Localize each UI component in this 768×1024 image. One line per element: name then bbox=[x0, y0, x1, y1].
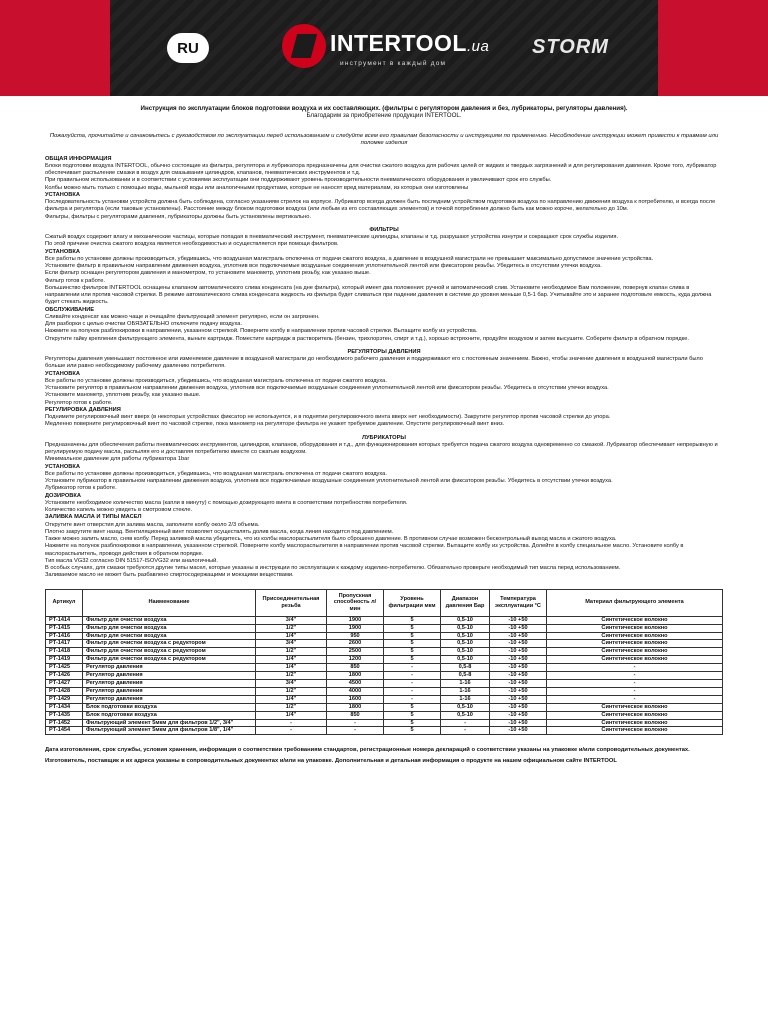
footer-line: Дата изготовления, срок службы, условия хранения, информация о соответствии требованиям стандартов, регистрационные номера деклараций о соответствии указаны на упаковке и/или сопроводительных документах. bbox=[45, 747, 690, 754]
table-cell: 0,5-10 bbox=[441, 624, 490, 632]
table-cell: Фильтр для очистки воздуха с редуктором bbox=[83, 656, 256, 664]
paragraph: По этой причине очистка сжатого воздуха является необходимостью и осуществляется при помощи фильтров. bbox=[45, 241, 339, 248]
table-cell: -10 +50 bbox=[490, 719, 547, 727]
table-cell: Регулятор давления bbox=[83, 687, 256, 695]
table-cell: Фильтр для очистки воздуха с редуктором bbox=[83, 648, 256, 656]
document-thanks: Благодарим за приобретение продукции INTERTOOL. bbox=[306, 112, 462, 120]
table-row bbox=[46, 703, 723, 711]
table-cell: - bbox=[384, 695, 441, 703]
paragraph: Открутите винт отверстия для залива масла, заполните колбу около 2/3 объема. bbox=[45, 521, 260, 528]
table-cell: -10 +50 bbox=[490, 672, 547, 680]
table-cell: 0,5-8 bbox=[441, 664, 490, 672]
table-cell: -10 +50 bbox=[490, 703, 547, 711]
table-cell: - bbox=[327, 719, 384, 727]
paragraph: Минимальное давление для работы лубрикатора 1bar bbox=[45, 456, 190, 463]
table-cell: 5 bbox=[384, 656, 441, 664]
table-cell: Синтетическое волокно bbox=[547, 727, 723, 735]
table-row bbox=[46, 656, 723, 664]
specs-table bbox=[45, 589, 723, 736]
table-cell: 1/2" bbox=[256, 672, 327, 680]
paragraph: В особых случаях, для смазки требуются другие типы масел, которые указаны в инструкции по эксплуатации к каждому изделию-потребителю. Обязательно проверьте необходимый тип масла перед использованием. bbox=[45, 565, 621, 572]
table-cell: 2500 bbox=[327, 648, 384, 656]
table-cell: Блок подготовки воздуха bbox=[83, 703, 256, 711]
table-cell: Синтетическое волокно bbox=[547, 616, 723, 624]
paragraph: При правильном использовании и в соответствии с условиями эксплуатации они поддерживают уровень производительности пневматического оборудования и увеличивают срок его службы. bbox=[45, 177, 552, 184]
paragraph: Нажмите на полунок разблокировки в направлении, указанном стрелкой. Поверните колбу в направлении против часовой стрелки. Вытащите колбу из устройства. bbox=[45, 328, 478, 335]
table-cell: - bbox=[384, 664, 441, 672]
table-cell: -10 +50 bbox=[490, 695, 547, 703]
table-cell: 1/4" bbox=[256, 711, 327, 719]
table-cell: - bbox=[441, 727, 490, 735]
table-cell: Фильтрующий элемент 5мкм для фильтров 1/2", 3/4" bbox=[83, 719, 256, 727]
table-cell: 1800 bbox=[327, 703, 384, 711]
table-cell: -10 +50 bbox=[490, 624, 547, 632]
document-title: Инструкция по эксплуатации блоков подготовки воздуха и их составляющих. (фильтры с регулятором давления и без, лубрикаторы, регуляторы давления). bbox=[140, 105, 628, 112]
table-cell: -10 +50 bbox=[490, 727, 547, 735]
section-title: ФИЛЬТРЫ bbox=[369, 226, 399, 233]
table-row bbox=[46, 727, 723, 735]
table-cell: Фильтр для очистки воздуха с редуктором bbox=[83, 640, 256, 648]
table-row bbox=[46, 664, 723, 672]
table-cell: 5 bbox=[384, 648, 441, 656]
col-article: Артикул bbox=[46, 589, 83, 616]
table-cell: 1900 bbox=[327, 616, 384, 624]
table-row bbox=[46, 719, 723, 727]
table-cell: - bbox=[256, 719, 327, 727]
table-cell: - bbox=[547, 687, 723, 695]
table-cell: Синтетическое волокно bbox=[547, 719, 723, 727]
section-heading: УСТАНОВКА bbox=[45, 370, 80, 377]
table-cell: Фильтр для очистки воздуха bbox=[83, 624, 256, 632]
paragraph: Лубрикатор готов к работе. bbox=[45, 485, 117, 492]
table-cell: 3/4" bbox=[256, 679, 327, 687]
paragraph: Если фильтр оснащен регулятором давления и манометром, то установите манометр, уплотнив резьбу, как указано выше. bbox=[45, 270, 371, 277]
brand-text: INTERTOOL bbox=[330, 30, 467, 56]
table-cell: PT-1435 bbox=[46, 711, 83, 719]
table-cell: PT-1452 bbox=[46, 719, 83, 727]
table-row bbox=[46, 616, 723, 624]
paragraph: Количество капель можно увидеть в смотровом стекле. bbox=[45, 507, 193, 514]
table-row bbox=[46, 679, 723, 687]
paragraph: Плотно закрутите винт назад. Вентиляционный винт позволяет осуществлять долив масла, когда линия находится под давлением. bbox=[45, 528, 394, 535]
table-cell: 5 bbox=[384, 616, 441, 624]
paragraph: Установите необходимое количество масла (капли в минуту) с помощью дозирующего винта в соответствии потребностям потребителя. bbox=[45, 499, 408, 506]
footer-line: Изготовитель, поставщик и их адреса указаны в сопроводительных документах и/или на упаковке. Дополнительная и детальная информация о продукте на нашем официальном сайте INTERTOOL bbox=[45, 757, 617, 764]
table-row bbox=[46, 711, 723, 719]
language-badge: RU bbox=[167, 33, 209, 63]
table-cell: Синтетическое волокно bbox=[547, 648, 723, 656]
table-cell: PT-1417 bbox=[46, 640, 83, 648]
table-cell: 3/4" bbox=[256, 616, 327, 624]
table-cell: PT-1415 bbox=[46, 624, 83, 632]
table-cell: 1-16 bbox=[441, 679, 490, 687]
paragraph: Регулятор готов к работе. bbox=[45, 399, 113, 406]
table-cell: PT-1426 bbox=[46, 672, 83, 680]
table-cell: 1-16 bbox=[441, 695, 490, 703]
table-cell: Синтетическое волокно bbox=[547, 711, 723, 719]
section-heading: УСТАНОВКА bbox=[45, 463, 80, 470]
table-cell: 1/4" bbox=[256, 695, 327, 703]
brand-suffix: .ua bbox=[466, 38, 490, 55]
col-capacity: Пропускная способность л/мин bbox=[327, 589, 384, 616]
table-cell: -10 +50 bbox=[490, 664, 547, 672]
table-cell: - bbox=[547, 664, 723, 672]
paragraph: Все работы по установке должны производиться, убедившись, что воздушная магистраль отключена от подачи сжатого воздуха. bbox=[45, 377, 387, 384]
specs-table-header bbox=[46, 589, 723, 616]
document-content bbox=[0, 96, 768, 766]
table-cell: 0,5-10 bbox=[441, 656, 490, 664]
paragraph: Все работы по установке должны производиться, убедившись, что воздушная магистраль отключена от подачи сжатого воздуха. bbox=[45, 470, 387, 477]
table-cell: 5 bbox=[384, 719, 441, 727]
paragraph: Сливайте конденсат как можно чаще и очищайте фильтрующий элемент регулярно, если он загрязнен. bbox=[45, 313, 320, 320]
section-heading: ЗАЛИВКА МАСЛА И ТИПЫ МАСЕЛ bbox=[45, 514, 142, 521]
table-cell: -10 +50 bbox=[490, 616, 547, 624]
paragraph: Установите регулятор в правильном направлении движения воздуха, уплотнив все подключаемые воздушные соединения уплотнительной лентой или фиксатором резьбы. Убедитесь в отсутствии утечки воздуха. bbox=[45, 385, 609, 392]
table-cell: 4000 bbox=[327, 687, 384, 695]
paragraph: Заливаемое масло не может быть разбавлено спиртосодержащими и моющими веществами. bbox=[45, 572, 294, 579]
table-cell: Блок подготовки воздуха bbox=[83, 711, 256, 719]
paragraph: Предназначены для обеспечения работы пневматических инструментов, цилиндров, клапанов, оборудования и т.д., для функционирования которых требуется подача сжатого воздуха одновременно со смазкой. Лубрикатор обеспечивает непрерывную и регулируемую подачу масла, распыляя его и доставляя потребителю вместе со сжатым воздухом. bbox=[45, 441, 718, 456]
brand-name bbox=[330, 30, 489, 57]
paragraph: Большинство фильтров INTERTOOL оснащены клапаном автоматического слива конденсата (на дне фильтра), который имеет два положения: ручной и автоматический слив. Установите необходимое Вам положение, повернув клапан слива в направлении или против часовой стрелки. В режиме автоматического слива конденсата жидкость из фильтра будет сливаться при падении давления в системе до уровня меньше 0,5-1 бар. Учитывайте это и заранее подготовьте емкость, куда должна будет стекать жидкость. bbox=[45, 284, 712, 306]
col-pressure: Диапазон давления Бар bbox=[441, 589, 490, 616]
section-heading: ОБЩАЯ ИНФОРМАЦИЯ bbox=[45, 155, 112, 162]
table-cell: 5 bbox=[384, 727, 441, 735]
table-row bbox=[46, 672, 723, 680]
col-temperature: Температура эксплуатации °C bbox=[490, 589, 547, 616]
table-cell: PT-1414 bbox=[46, 616, 83, 624]
paragraph: Установите лубрикатор в правильном направлении движения воздуха, уплотнив все подключаемые воздушные соединения уплотнительной лентой или фиксатором резьбы. Убедитесь в отсутствии утечки воздуха. bbox=[45, 478, 613, 485]
table-cell: - bbox=[547, 695, 723, 703]
table-cell: Синтетическое волокно bbox=[547, 632, 723, 640]
table-cell: -10 +50 bbox=[490, 687, 547, 695]
paragraph: Установите фильтр в правильном направлении движения воздуха, уплотнив все подключаемые воздушные соединения уплотнительной лентой или фиксатором резьбы. Убедитесь в отсутствии утечки воздуха. bbox=[45, 263, 602, 270]
table-cell: 850 bbox=[327, 711, 384, 719]
table-cell: 850 bbox=[327, 664, 384, 672]
safety-intro: Пожалуйста, прочитайте и ознакомьтесь с руководством по эксплуатации перед использованием и следуйте всем его правилам безопасности и инструкциям по применению. Несоблюдение инструкции может привести к травмам или поломке изделия bbox=[49, 132, 719, 147]
table-cell: -10 +50 bbox=[490, 648, 547, 656]
section-heading: ОБСЛУЖИВАНИЕ bbox=[45, 306, 95, 313]
col-filtration: Уровень фильтрации мкм bbox=[384, 589, 441, 616]
table-cell: 1/2" bbox=[256, 648, 327, 656]
paragraph: Последовательность установки устройств должна быть соблюдена, согласно указаниям стрелок на корпусе. Лубрикатор всегда должен быть последним устройством подготовки воздуха по направлению движения воздуха к потребителю, и всегда после фильтра и регулятора (если таковые установлены). Расстояние между блоком подготовки воздуха (или любым из его составляющих элементов) и точкой потребления должно быть как можно короче, желательно до 10м. bbox=[45, 199, 716, 213]
intertool-logo-mark-icon bbox=[282, 24, 326, 68]
table-cell: Фильтрующий элемент 5мкм для фильтров 1/8", 1/4" bbox=[83, 727, 256, 735]
table-cell: PT-1419 bbox=[46, 656, 83, 664]
table-cell: - bbox=[384, 672, 441, 680]
paragraph: Регуляторы давления уменьшают постоянное или изменяемое давление в воздушной магистрали до необходимого рабочего давления и поддерживают его с постоянным значением. Важно, чтобы значение давления в воздушной магистрали было больше или равно необходимому рабочему давлению потребителя. bbox=[45, 356, 703, 370]
table-cell: 5 bbox=[384, 703, 441, 711]
intertool-logo bbox=[282, 20, 492, 80]
table-cell: 0,5-10 bbox=[441, 616, 490, 624]
table-cell: 1/2" bbox=[256, 703, 327, 711]
table-cell: 0,5-8 bbox=[441, 672, 490, 680]
col-thread: Присоединительная резьба bbox=[256, 589, 327, 616]
col-name: Наименование bbox=[83, 589, 256, 616]
paragraph: Сжатый воздух содержит влагу и механические частицы, которые попадая в пневматический инструмент, пневматические цилиндры, клапаны и т.д. разрушают устройства изнутри и сокращают срок службы изделия. bbox=[45, 234, 619, 241]
table-cell: PT-1418 bbox=[46, 648, 83, 656]
table-cell: 0,5-10 bbox=[441, 632, 490, 640]
table-cell: - bbox=[441, 719, 490, 727]
table-row bbox=[46, 640, 723, 648]
table-cell: 1600 bbox=[327, 695, 384, 703]
table-row bbox=[46, 687, 723, 695]
paragraph: Колбы можно мыть только с помощью воды, мыльной воды или аналогичными продуктами, которые не наносят вред материалам, из которых они изготовлены bbox=[45, 184, 469, 191]
paragraph: Поднимите регулировочный винт вверх (в некоторых устройствах фиксатор не используется, и в поднятии регулировочного винта вверх нет необходимости). Закрутите регулятор против часовой стрелки до упора. bbox=[45, 414, 611, 421]
table-cell: 4500 bbox=[327, 679, 384, 687]
brand-tagline: инструмент в каждый дом bbox=[340, 60, 447, 67]
table-cell: 1/2" bbox=[256, 624, 327, 632]
table-cell: - bbox=[256, 727, 327, 735]
table-cell: Синтетическое волокно bbox=[547, 640, 723, 648]
table-cell: Синтетическое волокно bbox=[547, 656, 723, 664]
table-cell: PT-1425 bbox=[46, 664, 83, 672]
paragraph: Фильтр готов к работе. bbox=[45, 277, 105, 284]
table-cell: - bbox=[384, 687, 441, 695]
table-cell: 0,5-10 bbox=[441, 711, 490, 719]
table-cell: - bbox=[327, 727, 384, 735]
table-cell: PT-1454 bbox=[46, 727, 83, 735]
paragraph: Все работы по установке должны производиться, убедившись, что воздушная магистраль отключена от подачи сжатого воздуха, а давление в воздушной магистрали не превышает максимально допустимое значение устройства. bbox=[45, 255, 654, 262]
paragraph: Медленно поверните регулировочный винт по часовой стрелке, пока манометр на регуляторе фильтра не укажет требуемое давление. Опустите регулировочный винт вниз. bbox=[45, 421, 505, 428]
table-cell: 1900 bbox=[327, 624, 384, 632]
table-cell: 1/4" bbox=[256, 656, 327, 664]
table-cell: PT-1428 bbox=[46, 687, 83, 695]
table-cell: Регулятор давления bbox=[83, 664, 256, 672]
section-heading: УСТАНОВКА bbox=[45, 248, 80, 255]
paragraph: Также можно залить масло, сняв колбу. Перед заливкой масла убедитесь, что из колбы маслораспылителя было сброшено давление. В противном случае возможен бесконтрольный выход масла и сжатого воздуха. bbox=[45, 536, 617, 543]
table-cell: -10 +50 bbox=[490, 640, 547, 648]
paragraph: Нажмите на полунок разблокировки в направлении, указанном стрелкой. Поверните колбу маслораспылителя в направлении против часовой стрелки. Вытащите колбу из устройства. Долейте в колбу специальное масло. Установите колбу в маслораспылитель, проводя действия в обратном порядке. bbox=[45, 543, 684, 557]
section-heading: УСТАНОВКА bbox=[45, 191, 80, 198]
section-heading: ДОЗИРОВКА bbox=[45, 492, 81, 499]
table-cell: - bbox=[384, 679, 441, 687]
col-material: Материал фильтрующего элемента bbox=[547, 589, 723, 616]
table-cell: PT-1416 bbox=[46, 632, 83, 640]
table-cell: Синтетическое волокно bbox=[547, 624, 723, 632]
paragraph: Для разборки с целью очистки ОБЯЗАТЕЛЬНО отключите подачу воздуха. bbox=[45, 321, 243, 328]
table-cell: 1800 bbox=[327, 672, 384, 680]
table-cell: Синтетическое волокно bbox=[547, 703, 723, 711]
table-cell: Фильтр для очистки воздуха bbox=[83, 616, 256, 624]
table-cell: 5 bbox=[384, 711, 441, 719]
table-cell: 1/2" bbox=[256, 687, 327, 695]
table-cell: 0,5-10 bbox=[441, 648, 490, 656]
table-cell: 2600 bbox=[327, 640, 384, 648]
table-cell: -10 +50 bbox=[490, 656, 547, 664]
table-row bbox=[46, 648, 723, 656]
paragraph: Открутите гайку крепления фильтрующего элемента, выньте картридж. Поместите картридж в растворитель (бензин, трихлорэтен, спирт и т.д.), хорошо встряхните, продуйте воздухом и затем высушите. Соберите фильтр в обратном порядке. bbox=[45, 335, 689, 342]
paragraph: Установите манометр, уплотнив резьбу, как указано выше. bbox=[45, 392, 201, 399]
table-cell: 0,5-10 bbox=[441, 703, 490, 711]
section-heading: РЕГУЛИРОВКА ДАВЛЕНИЯ bbox=[45, 406, 121, 413]
table-cell: 3/4" bbox=[256, 640, 327, 648]
table-cell: 5 bbox=[384, 632, 441, 640]
table-cell: PT-1429 bbox=[46, 695, 83, 703]
specs-table-body bbox=[46, 616, 723, 735]
table-cell: -10 +50 bbox=[490, 679, 547, 687]
table-cell: Регулятор давления bbox=[83, 672, 256, 680]
table-cell: -10 +50 bbox=[490, 632, 547, 640]
table-cell: - bbox=[547, 679, 723, 687]
table-cell: -10 +50 bbox=[490, 711, 547, 719]
paragraph: Блоки подготовки воздуха INTERTOOL, обычно состоящие из фильтра, регулятора и лубрикатора предназначены для очистки сжатого воздуха для рабочих целей от жидких и твердых загрязнений и для регулирования давления. Кроме того, лубрикатор обеспечивает распыление смазки в воздух для смазывания цилиндров, клапанов, пневматических инструментов и т.д. bbox=[45, 162, 717, 177]
table-cell: 1/4" bbox=[256, 664, 327, 672]
table-row bbox=[46, 695, 723, 703]
table-cell: 5 bbox=[384, 640, 441, 648]
table-cell: Регулятор давления bbox=[83, 695, 256, 703]
table-cell: 0,5-10 bbox=[441, 640, 490, 648]
table-cell: 5 bbox=[384, 624, 441, 632]
table-cell: Регулятор давления bbox=[83, 679, 256, 687]
table-cell: 950 bbox=[327, 632, 384, 640]
table-cell: 1/4" bbox=[256, 632, 327, 640]
instruction-sections bbox=[45, 156, 723, 580]
table-cell: PT-1434 bbox=[46, 703, 83, 711]
storm-logo: STORM bbox=[532, 36, 609, 58]
paragraph: Тип масла VG32 согласно DIN 51517-ISOVG32 или аналогичный. bbox=[45, 557, 218, 564]
table-cell: 1200 bbox=[327, 656, 384, 664]
table-cell: 1-16 bbox=[441, 687, 490, 695]
paragraph: Фильтры, фильтры с регуляторами давления, лубрикаторы должны быть установлены вертикально. bbox=[45, 213, 312, 220]
document-footer bbox=[45, 745, 723, 766]
table-cell: Фильтр для очистки воздуха bbox=[83, 632, 256, 640]
table-row bbox=[46, 624, 723, 632]
table-cell: - bbox=[547, 672, 723, 680]
section-title: ЛУБРИКАТОРЫ bbox=[362, 434, 406, 441]
section-title: РЕГУЛЯТОРЫ ДАВЛЕНИЯ bbox=[347, 348, 421, 355]
table-cell: PT-1427 bbox=[46, 679, 83, 687]
brand-header bbox=[0, 0, 768, 96]
table-row bbox=[46, 632, 723, 640]
